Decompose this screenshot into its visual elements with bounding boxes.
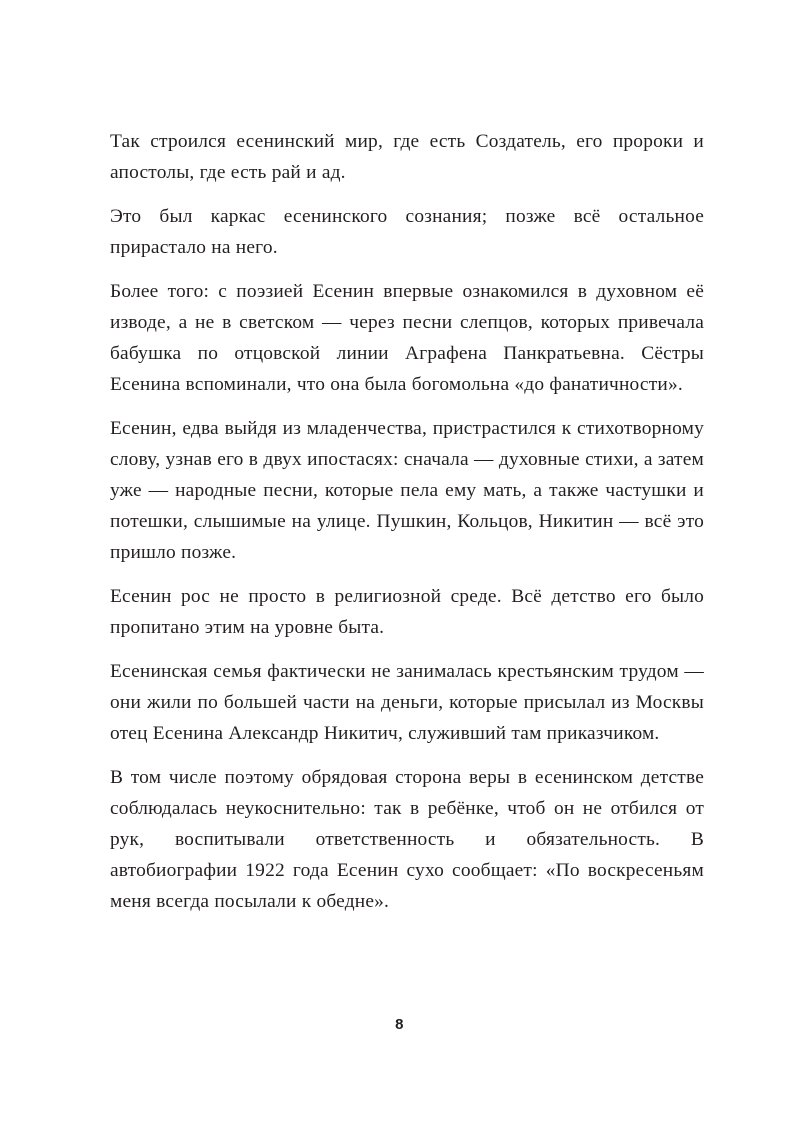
page-number: 8 <box>395 1016 404 1033</box>
paragraph: Есенинская семья фактически не занималась крестьянским трудом — они жили по большей части на деньги, которые присылал из Москвы отец Есенина Александр Никитич, служивший там приказчиком. <box>110 661 704 744</box>
paragraph: Это был каркас есенинского сознания; позже всё остальное прирастало на него. <box>110 206 704 258</box>
body-text-column <box>110 126 704 917</box>
paragraph: В том числе поэтому обрядовая сторона веры в есенинском детстве соблюдалась неукоснительно: так в ребёнке, чтоб он не отбился от рук, воспитывали ответственность и обязательность. В автобиографии 1922 года Есенин сухо сообщает: «По воскресеньям меня всегда посылали к обедне». <box>110 767 704 912</box>
paragraph: Более того: с поэзией Есенин впервые ознакомился в духовном её изводе, а не в светском — через песни слепцов, которых привечала бабушка по отцовской линии Аграфена Панкратьевна. Сёстры Есенина вспоминали, что она была богомольна «до фанатичности». <box>110 281 704 395</box>
paragraph: Так строился есенинский мир, где есть Создатель, его пророки и апостолы, где есть рай и ад. <box>110 131 704 183</box>
paragraph: Есенин, едва выйдя из младенчества, пристрастился к стихотворному слову, узнав его в двух ипостасях: сначала — духовные стихи, а затем уже — народные песни, которые пела ему мать, а также частушки и потешки, слышимые на улице. Пушкин, Кольцов, Никитин — всё это пришло позже. <box>110 418 704 563</box>
paragraph: Есенин рос не просто в религиозной среде. Всё детство его было пропитано этим на уровне быта. <box>110 586 704 638</box>
